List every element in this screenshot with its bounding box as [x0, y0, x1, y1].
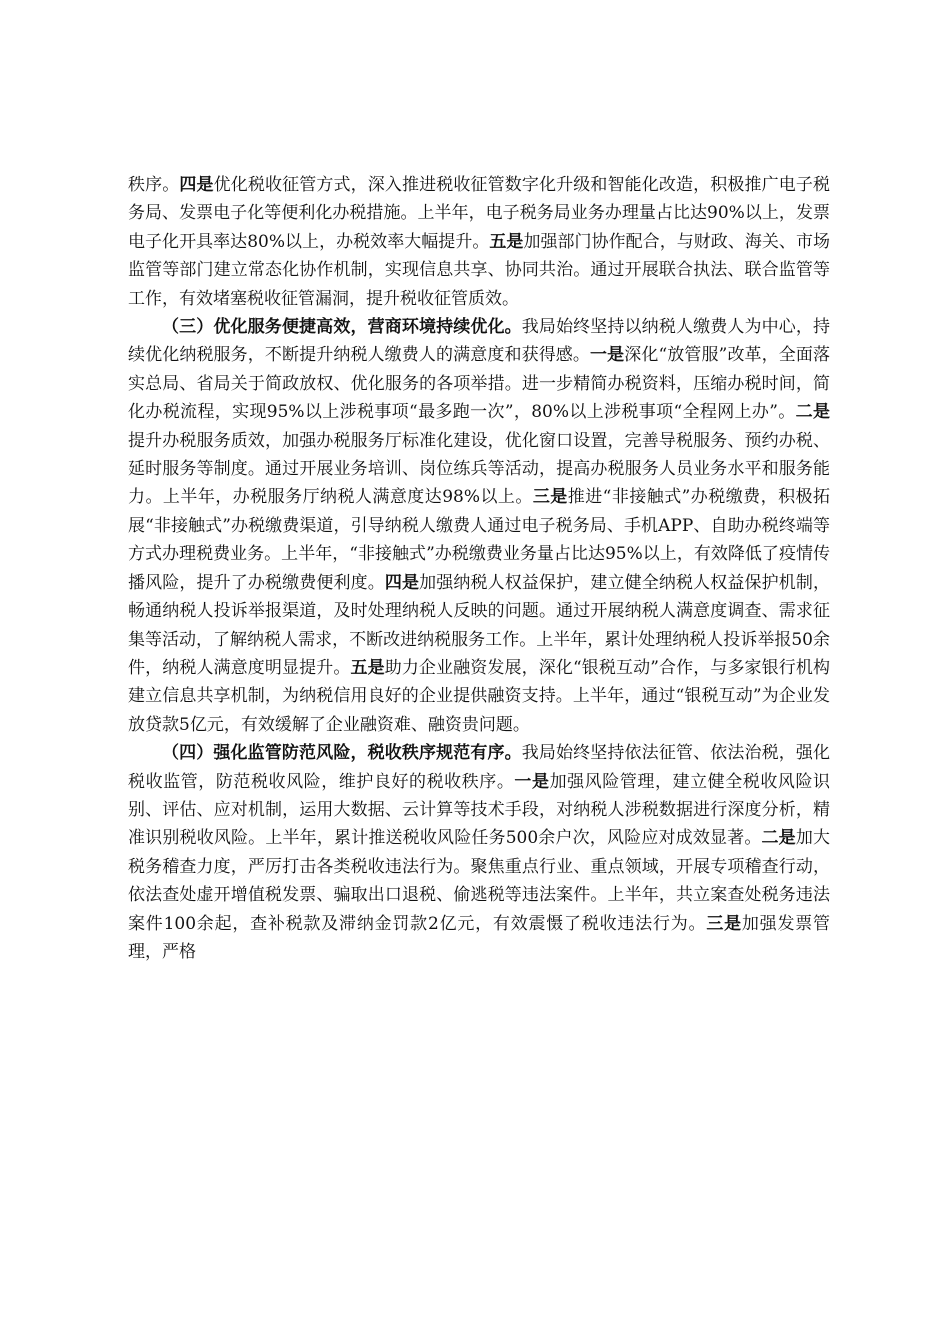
body-paragraph: [128, 313, 830, 739]
paragraph-text: 秩序。: [128, 175, 180, 195]
paragraph-text: 优化税收征管方式，深入推进税收征管数字化升级和智能化改造，积极推广电子税务局、发票电子化等便利化办税措施。上半年，电子税务局业务办理量占比达90%以上，发票电子化开具率达80%以上，办税效率大幅提升。: [128, 175, 830, 252]
paragraph-text: 深化“放管服”改革，全面落实总局、省局关于简政放权、优化服务的各项举措。进一步精简办税资料，压缩办税时间，简化办税流程，实现95%以上涉税事项“最多跑一次”，80%以上涉税事项“全程网上办”。: [128, 345, 831, 423]
bold-lead-text: 五是: [350, 657, 385, 678]
body-paragraph: [128, 739, 830, 966]
bold-lead-text: 五是: [489, 231, 524, 252]
bold-lead-text: 二是: [795, 402, 830, 423]
bold-lead-text: （三）优化服务便捷高效，营商环境持续优化。: [162, 317, 522, 338]
paragraph-text: 提升办税服务质效，加强办税服务厅标准化建设，优化窗口设置，完善导税服务、预约办税、延时服务等制度。通过开展业务培训、岗位练兵等活动，提高办税服务人员业务水平和服务能力。上半年，办税服务厅纳税人满意度达98%以上。: [128, 430, 830, 508]
bold-lead-text: 四是: [179, 175, 214, 195]
bold-lead-text: 二是: [761, 828, 796, 849]
bold-lead-text: 三是: [706, 913, 742, 934]
paragraph-text: 推进“非接触式”办税缴费，积极拓展“非接触式”办税缴费渠道，引导纳税人缴费人通过电子税务局、手机APP、自助办税终端等方式办理税费业务。上半年，“非接触式”办税缴费业务量占比达95%以上，有效降低了疫情传播风险，提升了办税缴费便利度。: [128, 487, 830, 593]
paragraph-text: 我局始终坚持依法征管、依法治税，强化税收监管，防范税收风险，维护良好的税收秩序。: [128, 743, 831, 792]
bold-lead-text: 四是: [384, 572, 420, 593]
paragraph-text: 加强部门协作配合，与财政、海关、市场监管等部门建立常态化协作机制，实现信息共享、协同共治。通过开展联合执法、联合监管等工作，有效堵塞税收征管漏洞，提升税收征管质效。: [128, 231, 830, 309]
paragraph-text: 加大税务稽查力度，严厉打击各类税收违法行为。聚焦重点行业、重点领域，开展专项稽查行动，依法查处虚开增值税发票、骗取出口退税、偷逃税等违法案件。上半年，共立案查处税务违法案件100余起，查补税款及滞纳金罚款2亿元，有效震慑了税收违法行为。: [128, 828, 831, 934]
paragraph-text: 助力企业融资发展，深化“银税互动”合作，与多家银行机构建立信息共享机制，为纳税信用良好的企业提供融资支持。上半年，通过“银税互动”为企业发放贷款5亿元，有效缓解了企业融资难、融资贵问题。: [128, 657, 831, 735]
paragraph-text: 加强风险管理，建立健全税收风险识别、评估、应对机制，运用大数据、云计算等技术手段，对纳税人涉税数据进行深度分析，精准识别税收风险。上半年，累计推送税收风险任务500余户次，风险应对成效显著。: [128, 771, 831, 849]
bold-lead-text: 一是: [590, 345, 625, 366]
bold-lead-text: （四）强化监管防范风险，税收秩序规范有序。: [162, 743, 522, 764]
paragraph-text: 我局始终坚持以纳税人缴费人为中心，持续优化纳税服务，不断提升纳税人缴费人的满意度和获得感。: [128, 317, 831, 366]
body-paragraph: [128, 171, 830, 313]
bold-lead-text: 一是: [514, 771, 550, 792]
paragraph-text: 加强发票管理，严格: [128, 913, 831, 962]
document-body: [128, 171, 830, 966]
bold-lead-text: 三是: [532, 487, 568, 508]
paragraph-text: 加强纳税人权益保护，建立健全纳税人权益保护机制，畅通纳税人投诉举报渠道，及时处理纳税人反映的问题。通过开展纳税人满意度调查、需求征集等活动，了解纳税人需求，不断改进纳税服务工作。上半年，累计处理纳税人投诉举报50余件，纳税人满意度明显提升。: [128, 572, 830, 678]
